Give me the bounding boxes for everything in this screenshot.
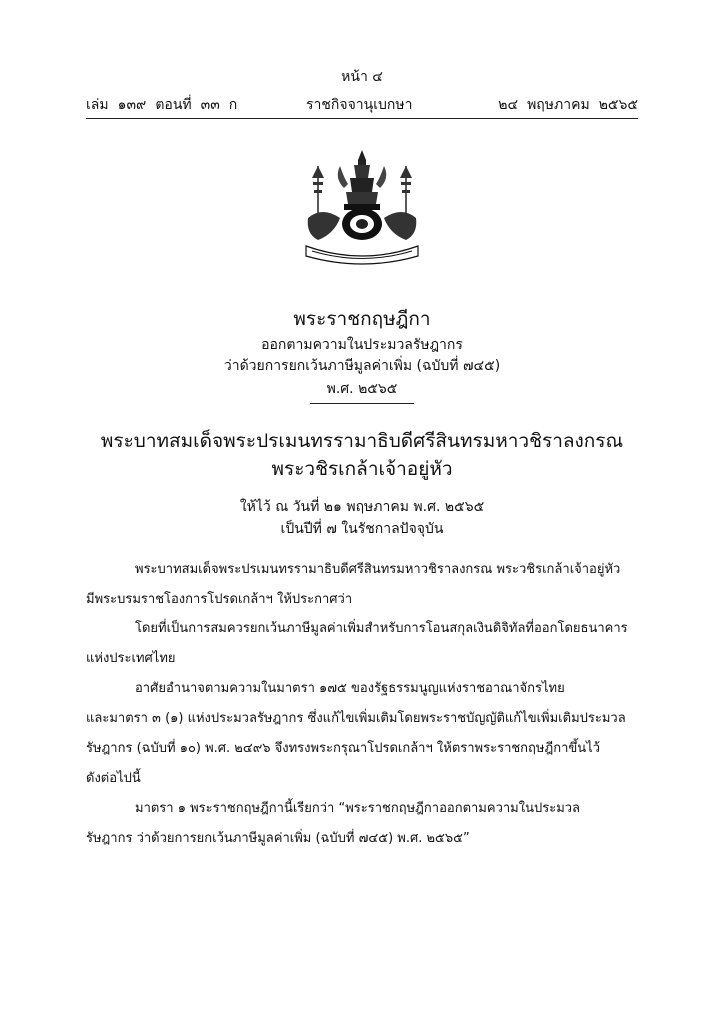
gazette-header <box>86 94 638 116</box>
volume-issue <box>86 94 246 116</box>
paragraph-2-line-2: แห่งประเทศไทย <box>86 651 176 666</box>
paragraph-1-line-2: มีพระบรมราชโองการโปรดเกล้าฯ ให้ประกาศว่า <box>86 592 353 607</box>
royal-crown-emblem-icon <box>288 148 436 270</box>
reign-year: เป็นปีที่ ๗ ในรัชกาลปัจจุบัน <box>280 521 444 537</box>
decree-subtitle-1: ออกตามความในประมวลรัษฎากร <box>261 337 463 353</box>
gazette-name: ราชกิจจานุเบกษา <box>306 97 413 113</box>
issue-number: ๓๓ <box>200 97 220 113</box>
paragraph-3-line-3: รัษฎากร (ฉบับที่ ๑๐) พ.ศ. ๒๔๙๖ จึงทรงพระกรุณาโปรดเกล้าฯ ให้ตราพระราชกฤษฎีกาขึ้นไว้ <box>86 741 601 756</box>
page-number: หน้า ๔ <box>341 69 383 85</box>
decree-year: พ.ศ. ๒๕๖๕ <box>326 381 398 397</box>
king-name-line-2: พระวชิรเกล้าเจ้าอยู่หัว <box>271 458 453 480</box>
given-date: ให้ไว้ ณ วันที่ ๒๑ พฤษภาคม พ.ศ. ๒๕๖๕ <box>239 499 485 515</box>
section-1-line-2: รัษฎากร ว่าด้วยการยกเว้นภาษีมูลค่าเพิ่ม (ฉบับที่ ๗๔๕) พ.ศ. ๒๕๖๕” <box>86 831 470 846</box>
date-month: พฤษภาคม <box>527 97 590 113</box>
gazette-date <box>489 94 638 116</box>
section-1-line-1: มาตรา ๑ พระราชกฤษฎีกานี้เรียกว่า “พระราชกฤษฎีกาออกตามความในประมวล <box>135 801 581 816</box>
date-day: ๒๔ <box>498 97 519 113</box>
paragraph-2-line-1: โดยที่เป็นการสมควรยกเว้นภาษีมูลค่าเพิ่มสำหรับการโอนสกุลเงินดิจิทัลที่ออกโดยธนาคาร <box>135 621 628 636</box>
header-divider <box>86 118 638 119</box>
king-name-line-1: พระบาทสมเด็จพระปรเมนทรรามาธิบดีศรีสินทรมหาวชิราลงกรณ <box>100 430 624 452</box>
paragraph-3-line-1: อาศัยอำนาจตามความในมาตรา ๑๗๕ ของรัฐธรรมนูญแห่งราชอาณาจักรไทย <box>135 681 565 696</box>
issue-label: ตอนที่ <box>155 97 192 113</box>
paragraph-1-line-1: พระบาทสมเด็จพระปรเมนทรรามาธิบดีศรีสินทรมหาวชิราลงกรณ พระวชิรเกล้าเจ้าอยู่หัว <box>135 562 621 577</box>
date-year: ๒๕๖๕ <box>598 97 638 113</box>
volume-number: ๑๓๙ <box>117 97 147 113</box>
paragraph-3-line-2: และมาตรา ๓ (๑) แห่งประมวลรัษฎากร ซึ่งแก้ไขเพิ่มเติมโดยพระราชบัญญัติแก้ไขเพิ่มเติมประมวล <box>86 711 626 726</box>
decree-subtitle-2: ว่าด้วยการยกเว้นภาษีมูลค่าเพิ่ม (ฉบับที่ ๗๔๕) <box>223 358 501 374</box>
decree-title: พระราชกฤษฎีกา <box>293 308 431 330</box>
paragraph-3-line-4: ดังต่อไปนี้ <box>86 771 141 786</box>
volume-label: เล่ม <box>86 97 109 113</box>
title-divider <box>310 403 414 404</box>
section-letter: ก <box>228 97 238 113</box>
